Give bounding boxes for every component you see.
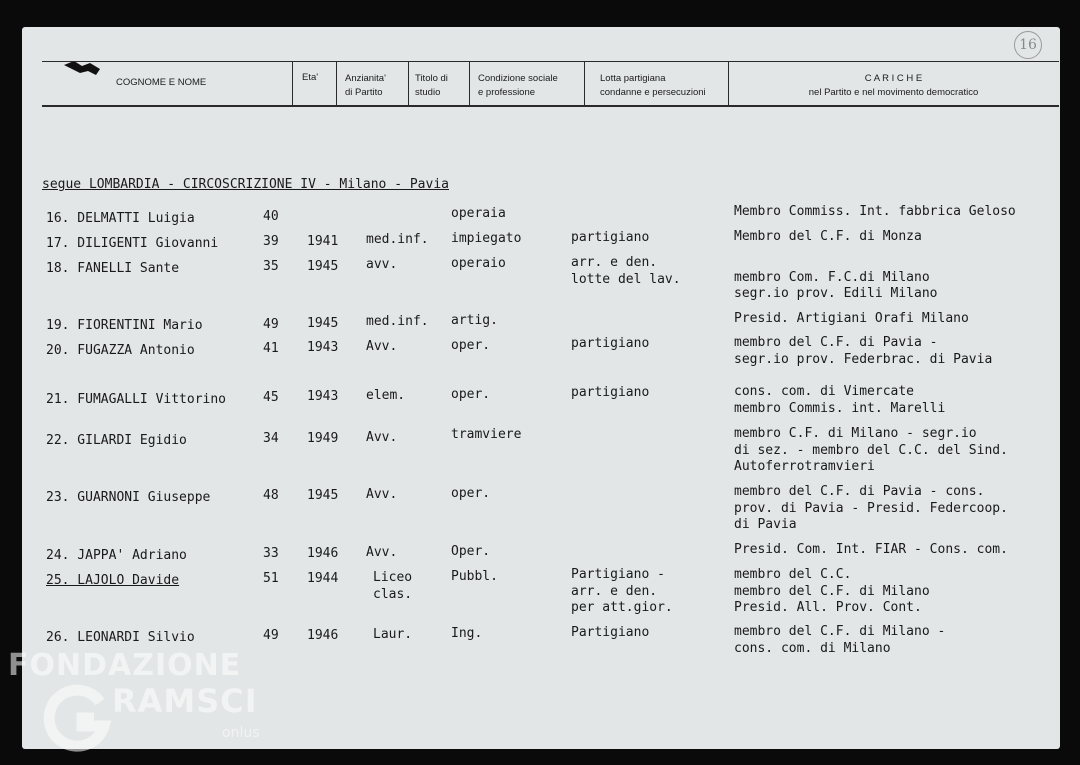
row-struggle: arr. e den. lotte del lav. <box>571 255 681 287</box>
row-offices: Presid. Com. Int. FIAR - Cons. com. <box>734 542 1008 557</box>
row-profession: Oper. <box>451 544 491 559</box>
row-education: Laur. <box>373 627 413 642</box>
row-name: 16. DELMATTI Luigia <box>46 211 195 226</box>
row-year: 1943 <box>307 389 339 404</box>
row-offices: membro C.F. di Milano - segr.io di sez. - membro del C.C. del Sind. Autoferrotramvieri <box>734 426 1008 474</box>
row-struggle: Partigiano - arr. e den. per att.gior. <box>571 567 673 615</box>
row-profession: oper. <box>451 486 491 501</box>
row-name: 22. GILARDI Egidio <box>46 433 187 448</box>
row-name: 19. FIORENTINI Mario <box>46 318 203 333</box>
row-name: 23. GUARNONI Giuseppe <box>46 490 211 505</box>
header-struggle: Lotta partigiana condanne e persecuzioni <box>600 73 706 98</box>
row-year: 1945 <box>307 488 339 503</box>
row-name: 18. FANELLI Sante <box>46 261 180 276</box>
header-divider <box>336 61 337 106</box>
row-age: 39 <box>263 234 279 249</box>
row-profession: operaia <box>451 206 506 221</box>
row-education: med.inf. <box>366 232 429 247</box>
row-education: avv. <box>366 257 398 272</box>
row-profession: Ing. <box>451 626 483 641</box>
row-year: 1946 <box>307 628 339 643</box>
row-age: 35 <box>263 259 279 274</box>
row-age: 48 <box>263 488 279 503</box>
row-offices: membro del C.F. di Milano - cons. com. di Milano <box>734 624 946 656</box>
header-condition: Condizione sociale e professione <box>478 73 558 98</box>
header-divider <box>469 61 470 106</box>
row-education: Avv. <box>366 487 398 502</box>
row-age: 41 <box>263 341 279 356</box>
row-age: 49 <box>263 317 279 332</box>
row-education: Avv. <box>366 339 398 354</box>
header-bottom-rule <box>42 105 1059 107</box>
row-name: 17. DILIGENTI Giovanni <box>46 236 219 251</box>
row-age: 49 <box>263 628 279 643</box>
header-name: COGNOME E NOME <box>116 77 207 88</box>
row-education: Liceo clas. <box>373 570 413 602</box>
row-year: 1944 <box>307 571 339 586</box>
row-profession: artig. <box>451 313 498 328</box>
row-name: 25. LAJOLO Davide <box>46 573 180 588</box>
watermark-line1: FONDAZIONE <box>8 648 242 683</box>
header-divider <box>584 61 585 106</box>
row-profession: Pubbl. <box>451 569 498 584</box>
row-name: 24. JAPPA' Adriano <box>46 548 187 563</box>
row-offices: membro Com. F.C.di Milano segr.io prov. Edili Milano <box>734 269 938 301</box>
row-profession: oper. <box>451 387 491 402</box>
row-year: 1949 <box>307 431 339 446</box>
row-name: 26. LEONARDI Silvio <box>46 630 195 645</box>
header-top-rule <box>42 61 1059 62</box>
watermark-line2: RAMSCI <box>112 682 258 720</box>
row-profession: oper. <box>451 338 491 353</box>
row-struggle: Partigiano <box>571 625 650 640</box>
row-education: Avv. <box>366 545 398 560</box>
row-year: 1945 <box>307 259 339 274</box>
row-profession: operaio <box>451 256 506 271</box>
row-offices: Presid. Artigiani Orafi Milano <box>734 311 969 326</box>
header-party-seniority: Anzianita' di Partito <box>345 73 386 98</box>
row-year: 1946 <box>307 546 339 561</box>
document-page <box>22 27 1060 749</box>
row-name: 21. FUMAGALLI Vittorino <box>46 392 227 407</box>
row-offices: membro del C.F. di Pavia - cons. prov. di Pavia - Presid. Federcoop. di Pavia <box>734 484 1008 532</box>
row-education: med.inf. <box>366 314 429 329</box>
row-age: 45 <box>263 390 279 405</box>
row-struggle: partigiano <box>571 336 650 351</box>
row-profession: impiegato <box>451 231 522 246</box>
watermark-line3: onlus <box>222 725 260 741</box>
row-age: 33 <box>263 546 279 561</box>
row-name: 20. FUGAZZA Antonio <box>46 343 195 358</box>
header-age: Eta' <box>302 72 319 83</box>
header-divider <box>292 61 293 106</box>
row-age: 34 <box>263 431 279 446</box>
row-year: 1941 <box>307 234 339 249</box>
row-offices: membro del C.F. di Pavia - segr.io prov. Federbrac. di Pavia <box>734 335 993 367</box>
row-offices: membro del C.C. membro del C.F. di Milano Presid. All. Prov. Cont. <box>734 567 930 615</box>
row-struggle: partigiano <box>571 385 650 400</box>
row-year: 1943 <box>307 340 339 355</box>
gramsci-logo-icon <box>42 684 112 754</box>
row-offices: Membro del C.F. di Monza <box>734 229 922 244</box>
header-education: Titolo di studio <box>415 73 448 98</box>
section-title: segue LOMBARDIA - CIRCOSCRIZIONE IV - Milano - Pavia <box>42 177 449 192</box>
header-divider <box>408 61 409 106</box>
header-offices: C A R I C H E nel Partito e nel movimento democratico <box>808 73 979 98</box>
row-education: elem. <box>366 388 406 403</box>
row-age: 40 <box>263 209 279 224</box>
row-year: 1945 <box>307 316 339 331</box>
row-offices: cons. com. di Vimercate membro Commis. int. Marelli <box>734 384 946 416</box>
row-profession: tramviere <box>451 427 522 442</box>
row-offices: Membro Commiss. Int. fabbrica Geloso <box>734 204 1016 219</box>
row-education: Avv. <box>366 430 398 445</box>
row-struggle: partigiano <box>571 230 650 245</box>
row-age: 51 <box>263 571 279 586</box>
page-number: 16 <box>1014 31 1042 59</box>
